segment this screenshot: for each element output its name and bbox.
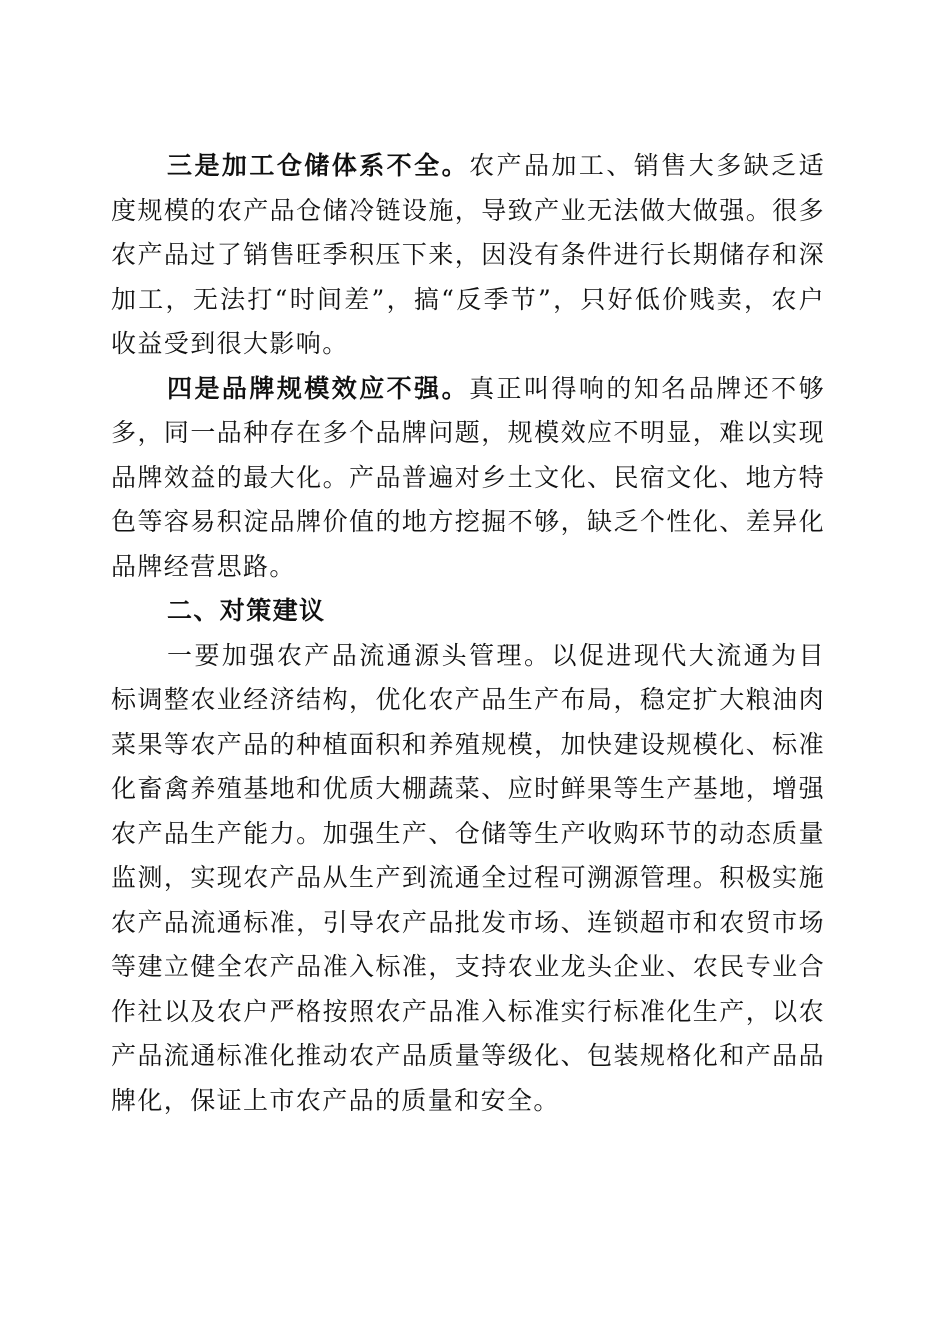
section-heading: 二、对策建议 [167, 596, 326, 625]
paragraph-recommendation: 一要加强农产品流通源头管理。以促进现代大流通为目标调整农业经济结构，优化农产品生产布局，稳定扩大粮油肉菜果等农产品的种植面积和养殖规模，加快建设规模化、标准化畜禽养殖基地和优质大棚蔬菜、应时鲜果等生产基地，增强农产品生产能力。加强生产、仓储等生产收购环节的动态质量监测，实现农产品从生产到流通全过程可溯源管理。积极实施农产品流通标准，引导农产品批发市场、连锁超市和农贸市场等建立健全农产品准入标准，支持农业龙头企业、农民专业合作社以及农户严格按照农产品准入标准实行标准化生产，以农产品流通标准化推动农产品质量等级化、包装规格化和产品品牌化，保证上市农产品的质量和安全。 [111, 640, 825, 1115]
paragraph-lead: 四是品牌规模效应不强。 [167, 373, 470, 403]
paragraph-brand-effect [111, 367, 825, 590]
document-body [111, 144, 825, 1123]
paragraph-lead: 三是加工仓储体系不全。 [167, 151, 470, 180]
paragraph-text: 农产品加工、销售大多缺乏适度规模的农产品仓储冷链设施，导致产业无法做大做强。很多农产品过了销售旺季积压下来，因没有条件进行长期储存和深加工，无法打“时间差”，搞“反季节”，只好低价贱卖，农户收益受到很大影响。 [111, 151, 826, 358]
paragraph-processing-storage [111, 144, 825, 367]
paragraph-text: 真正叫得响的知名品牌还不够多，同一品种存在多个品牌问题，规模效应不明显，难以实现品牌效益的最大化。产品普遍对乡土文化、民宿文化、地方特色等容易积淀品牌价值的地方挖掘不够，缺乏个性化、差异化品牌经营思路。 [111, 373, 826, 581]
